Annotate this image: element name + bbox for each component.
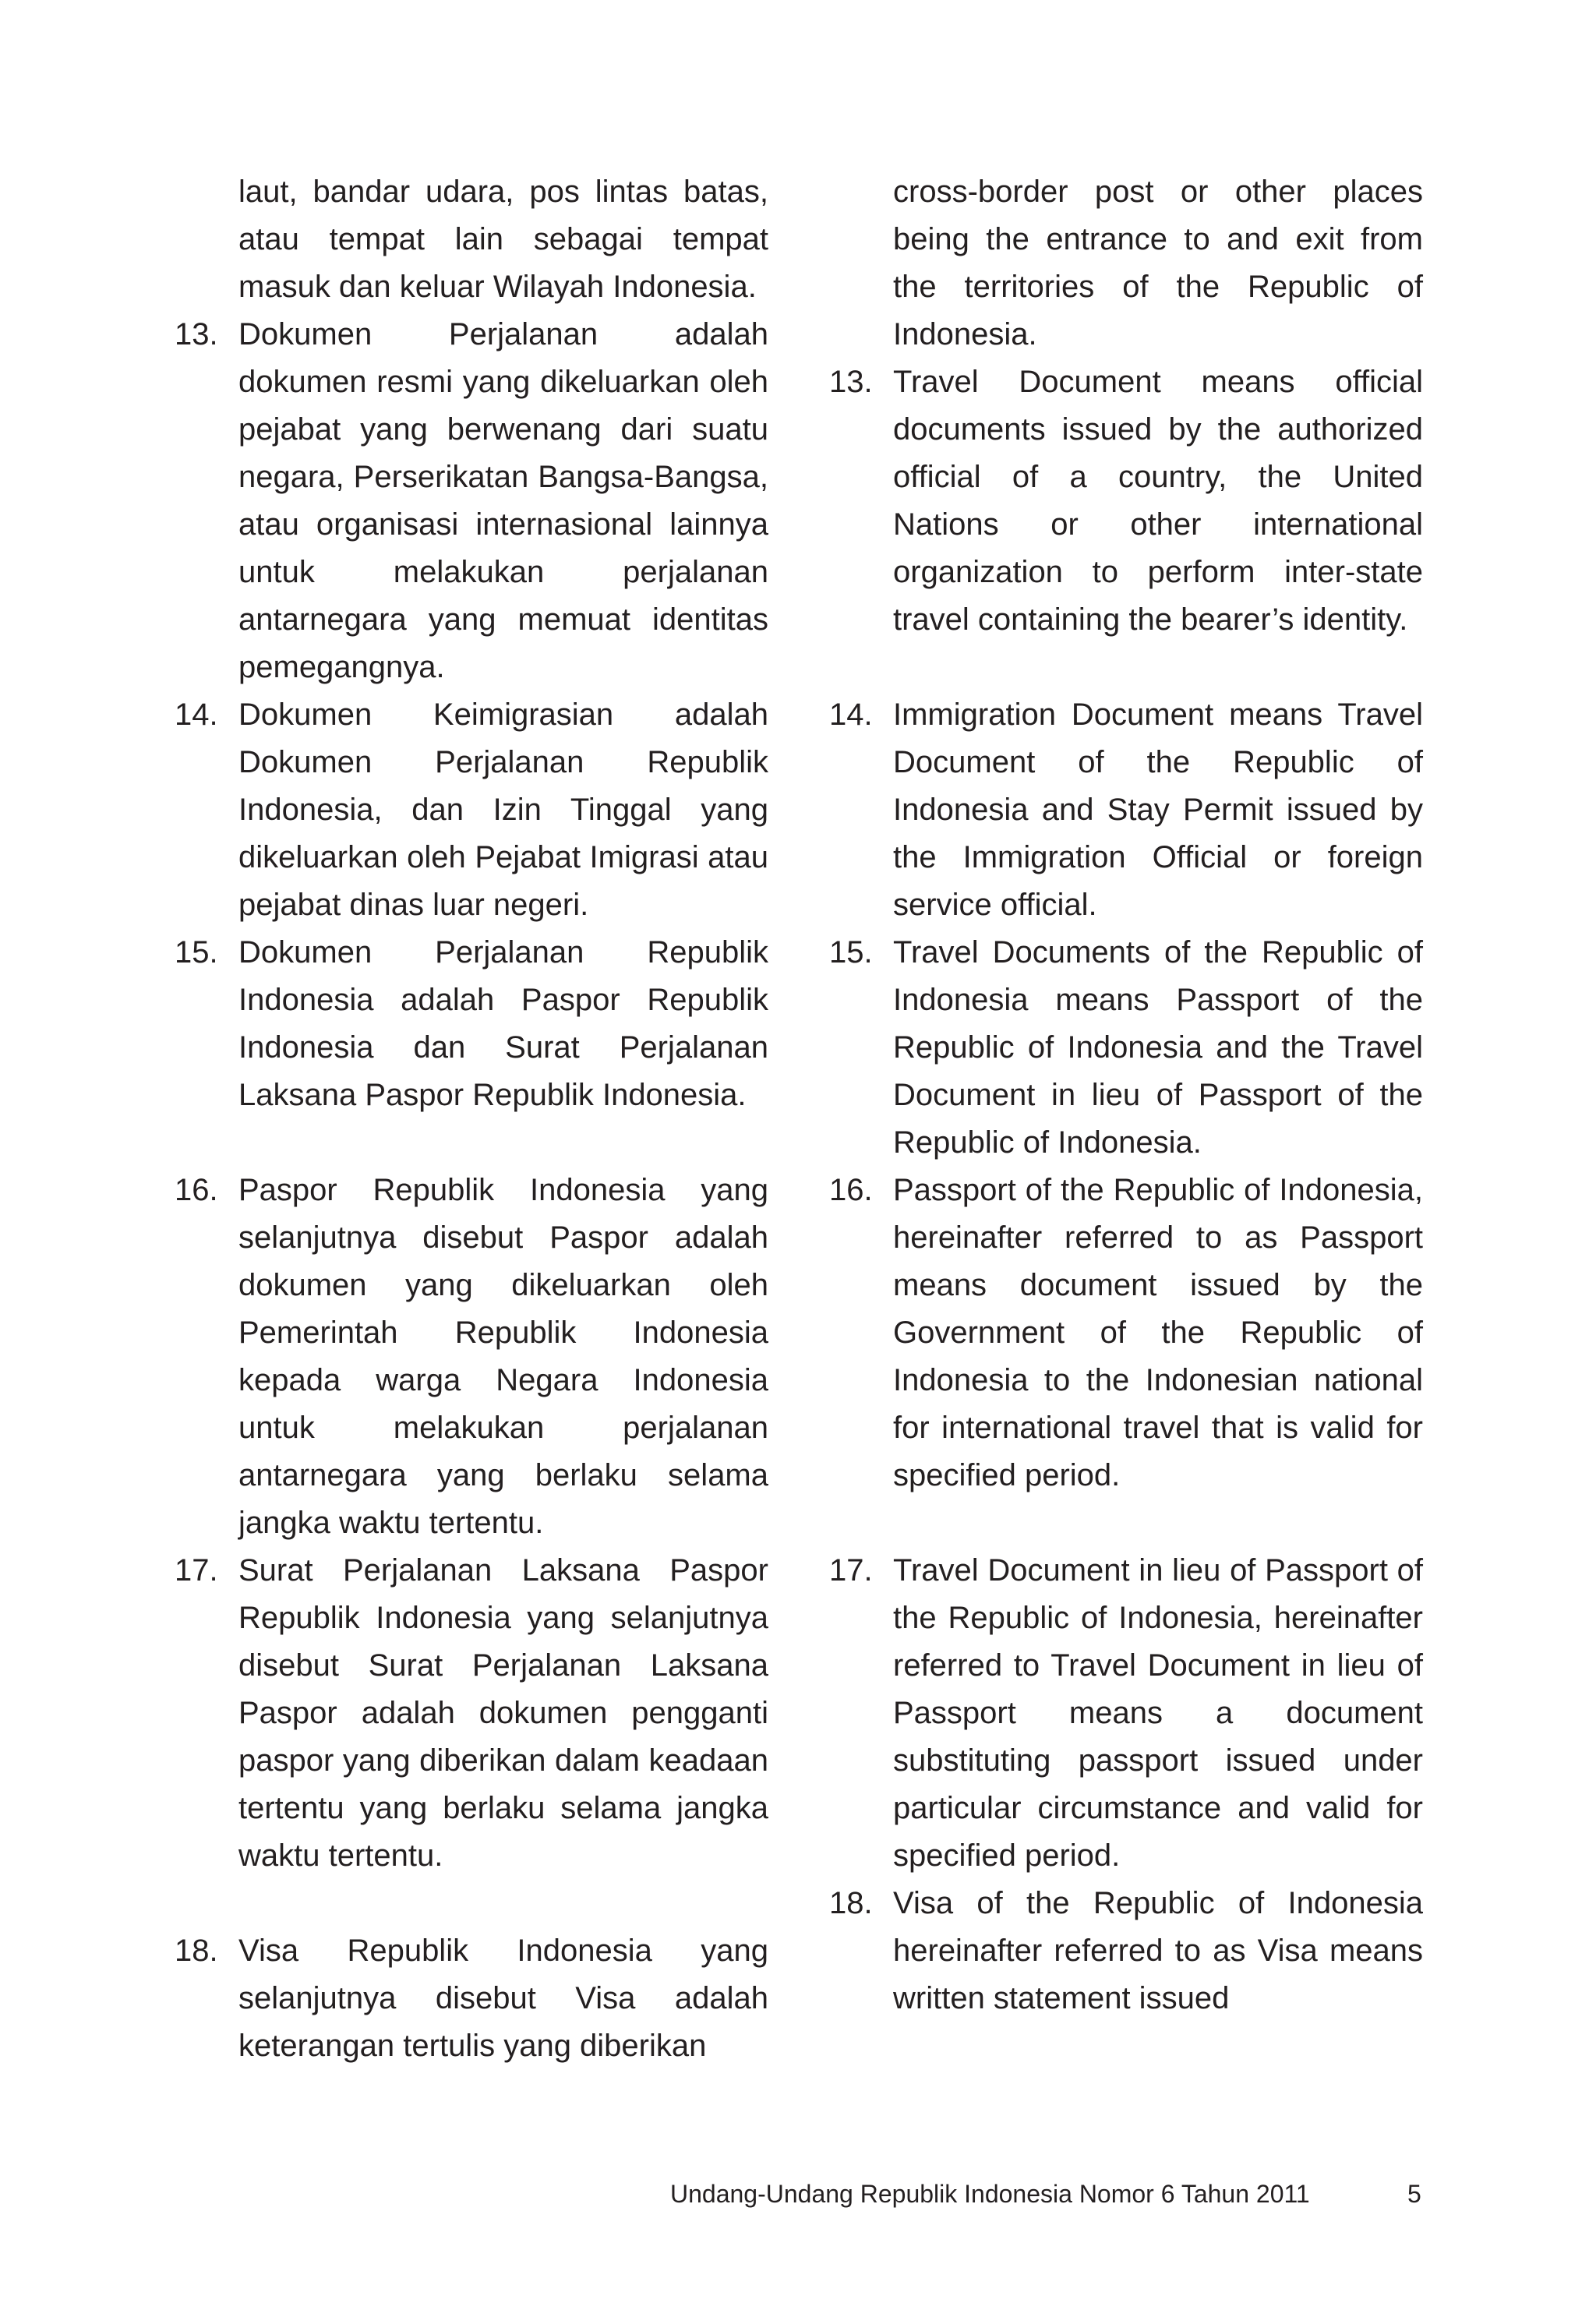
item-text: cross-border post or other places being the entrance to and exit from the territories of the Republic of Indonesia.	[893, 175, 1423, 351]
paragraph-item	[829, 1880, 1485, 2022]
item-number: 17.	[829, 1553, 873, 1588]
item-number: 13.	[175, 317, 218, 351]
item-number: 18.	[175, 1934, 218, 1968]
paragraph-item	[829, 1547, 1485, 1880]
item-text: Immigration Document means Travel Document of the Republic of Indonesia and Stay Permit issued by the Immigration Official or foreign service official.	[893, 698, 1423, 922]
item-number: 15.	[175, 935, 218, 970]
indonesian-column	[175, 168, 831, 2070]
paragraph-item	[175, 691, 831, 929]
item-text: Dokumen Keimigrasian adalah Dokumen Perjalanan Republik Indonesia, dan Izin Tinggal yang dikeluarkan oleh Pejabat Imigrasi atau pejabat dinas luar negeri.	[238, 698, 768, 922]
paragraph-item	[175, 1167, 831, 1547]
paragraph-item	[829, 358, 1485, 644]
item-text: Visa of the Republic of Indonesia hereinafter referred to as Visa means written statement issued	[893, 1886, 1423, 2015]
paragraph-item	[829, 1167, 1485, 1499]
item-text: Visa Republik Indonesia yang selanjutnya disebut Visa adalah keterangan tertulis yang diberikan	[238, 1934, 768, 2063]
item-number: 14.	[175, 698, 218, 732]
item-text: Travel Document means official documents issued by the authorized official of a country, the United Nations or other international organization to perform inter-state travel containing the bearer’s identity.	[893, 365, 1423, 637]
item-number: 17.	[175, 1553, 218, 1588]
item-number: 16.	[829, 1173, 873, 1207]
item-number: 13.	[829, 365, 873, 399]
item-text: Passport of the Republic of Indonesia, hereinafter referred to as Passport means document issued by the Government of the Republic of Indonesia to the Indonesian national for international travel that is valid for specified period.	[893, 1173, 1423, 1492]
item-text: Surat Perjalanan Laksana Paspor Republik Indonesia yang selanjutnya disebut Surat Perjalanan Laksana Paspor adalah dokumen pengganti paspor yang diberikan dalam keadaan tertentu yang berlaku selama jangka waktu tertentu.	[238, 1553, 768, 1873]
paragraph-item	[175, 311, 831, 691]
item-number: 15.	[829, 935, 873, 970]
english-column	[829, 168, 1485, 2022]
item-text: Paspor Republik Indonesia yang selanjutnya disebut Paspor adalah dokumen yang dikeluarkan oleh Pemerintah Republik Indonesia kepada warga Negara Indonesia untuk melakukan perjalanan antarnegara yang berlaku selama jangka waktu tertentu.	[238, 1173, 768, 1540]
page-number: 5	[1407, 2180, 1421, 2208]
item-number: 14.	[829, 698, 873, 732]
item-text: Travel Documents of the Republic of Indonesia means Passport of the Republic of Indonesia and the Travel Document in lieu of Passport of the Republic of Indonesia.	[893, 935, 1423, 1160]
paragraph-item	[829, 929, 1485, 1167]
item-number: 18.	[829, 1886, 873, 1920]
item-text: Dokumen Perjalanan adalah dokumen resmi yang dikeluarkan oleh pejabat yang berwenang dari suatu negara, Perserikatan Bangsa-Bangsa, atau organisasi internasional lainnya untuk melakukan perjalanan antarnegara yang memuat identitas pemegangnya.	[238, 317, 768, 684]
item-text: laut, bandar udara, pos lintas batas, atau tempat lain sebagai tempat masuk dan keluar Wilayah Indonesia.	[238, 175, 768, 304]
item-text: Dokumen Perjalanan Republik Indonesia adalah Paspor Republik Indonesia dan Surat Perjalanan Laksana Paspor Republik Indonesia.	[238, 935, 768, 1112]
paragraph-item	[175, 1547, 831, 1880]
paragraph-continuation	[175, 168, 831, 311]
footer-title: Undang-Undang Republik Indonesia Nomor 6 Tahun 2011	[670, 2180, 1310, 2208]
item-number: 16.	[175, 1173, 218, 1207]
item-text: Travel Document in lieu of Passport of the Republic of Indonesia, hereinafter referred to Travel Document in lieu of Passport means a document substituting passport issued under particular circumstance and valid for specified period.	[893, 1553, 1423, 1873]
paragraph-item	[175, 929, 831, 1119]
paragraph-continuation	[829, 168, 1485, 358]
paragraph-item	[175, 1927, 831, 2070]
paragraph-item	[829, 691, 1485, 929]
